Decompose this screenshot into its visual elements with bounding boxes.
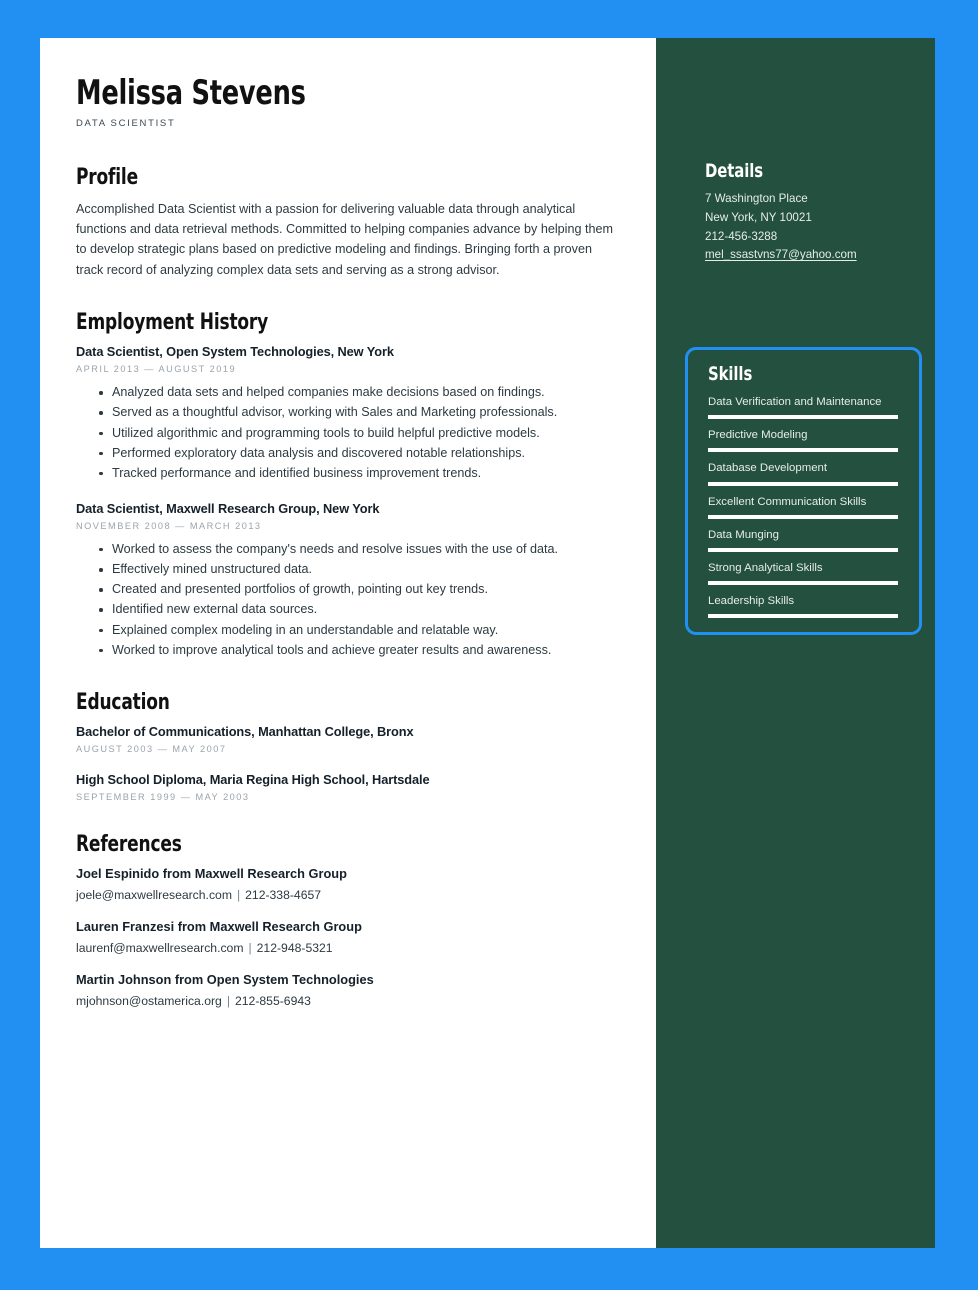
bullet-item: Performed exploratory data analysis and discovered notable relationships. [112,444,620,463]
reference-name: Martin Johnson from Open System Technologies [76,971,374,987]
bullet-item: Worked to assess the company's needs and resolve issues with the use of data. [112,540,620,559]
skill-label: Leadership Skills [708,595,795,608]
education-section [76,690,620,802]
skill-item [708,527,898,552]
resume-header [76,73,620,129]
bullet-item: Explained complex modeling in an understandable and relatable way. [112,621,620,640]
employment-entry-list [76,344,620,660]
detail-address-line-2: New York, NY 10021 [705,210,812,224]
employment-entry-title: Data Scientist, Maxwell Research Group, New York [76,500,380,516]
resume-page [40,38,935,1248]
reference-entry-list [76,866,620,1008]
reference-contact [76,888,620,902]
education-entry-title: High School Diploma, Maria Regina High School, Hartsdale [76,771,430,787]
reference-phone[interactable]: 212-338-4657 [245,887,322,902]
skills-box [685,347,922,635]
reference-separator: | [236,887,241,902]
details-heading: Details [705,160,764,182]
education-entry-title: Bachelor of Communications, Manhattan College, Bronx [76,723,414,739]
reference-contact [76,994,620,1008]
candidate-job-title: DATA SCIENTIST [76,117,176,129]
skill-level-bar [708,448,898,452]
employment-heading: Employment History [76,310,269,336]
skill-item [708,394,898,419]
bullet-item: Worked to improve analytical tools and achieve greater results and awareness. [112,641,620,660]
bullet-item: Identified new external data sources. [112,600,620,619]
resume-main-column [40,38,656,1248]
skill-label: Database Development [708,462,828,475]
skill-item [708,460,898,485]
reference-email[interactable]: joele@maxwellresearch.com [76,887,232,902]
skill-item [708,593,898,618]
education-heading: Education [76,689,170,715]
skill-item [708,427,898,452]
skill-item [708,494,898,519]
detail-email-link[interactable]: mel_ssastvns77@yahoo.com [705,248,857,262]
employment-entry-date: APRIL 2013 — AUGUST 2019 [76,364,237,375]
bullet-item: Utilized algorithmic and programming tools to build helpful predictive models. [112,424,620,443]
details-block [705,160,915,265]
skill-level-bar [708,515,898,519]
skills-heading: Skills [708,363,753,385]
education-entry-list [76,724,620,802]
skill-level-bar [708,415,898,419]
bullet-item: Created and presented portfolios of growth, pointing out key trends. [112,580,620,599]
employment-entry [76,344,620,483]
reference-separator: | [248,940,252,955]
reference-entry [76,972,620,1008]
skill-item [708,560,898,585]
reference-email[interactable]: laurenf@maxwellresearch.com [76,940,244,955]
candidate-name: Melissa Stevens [76,73,306,113]
reference-email[interactable]: mjohnson@ostamerica.org [76,993,222,1008]
education-entry-date: SEPTEMBER 1999 — MAY 2003 [76,791,250,802]
education-entry [76,772,620,802]
skill-level-bar [708,482,898,486]
education-entry-date: AUGUST 2003 — MAY 2007 [76,743,227,754]
employment-bullet-list [76,540,620,660]
employment-section [76,310,620,660]
reference-name: Joel Espinido from Maxwell Research Group [76,865,347,881]
resume-sidebar [656,38,935,1248]
employment-entry-date: NOVEMBER 2008 — MARCH 2013 [76,520,262,531]
references-section [76,832,620,1008]
education-entry [76,724,620,754]
detail-phone: 212-456-3288 [705,229,778,243]
reference-entry [76,919,620,955]
reference-entry [76,866,620,902]
reference-phone[interactable]: 212-948-5321 [256,940,333,955]
bullet-item: Analyzed data sets and helped companies make decisions based on findings. [112,383,620,402]
skill-label: Excellent Communication Skills [708,495,867,508]
references-heading: References [76,831,182,857]
reference-name: Lauren Franzesi from Maxwell Research Group [76,918,362,934]
skill-label: Predictive Modeling [708,429,808,442]
skill-level-bar [708,614,898,618]
detail-address-line-1: 7 Washington Place [705,192,808,205]
bullet-item: Tracked performance and identified business improvement trends. [112,464,620,483]
reference-phone[interactable]: 212-855-6943 [235,993,311,1008]
employment-entry-title: Data Scientist, Open System Technologies, New York [76,344,394,360]
skill-level-bar [708,581,898,585]
profile-text: Accomplished Data Scientist with a passion for delivering valuable data through analytical functions and data retrieval methods. Committed to helping companies advance by helping them to develop strategic plans based on predictive modeling and findings. Bringing forth a proven track record of analyzing complex data sets and serving as a strong advisor. [76,201,613,277]
profile-section [76,165,620,281]
employment-bullet-list [76,383,620,483]
skill-list [708,394,898,618]
reference-separator: | [226,993,230,1008]
bullet-item: Served as a thoughtful advisor, working with Sales and Marketing professionals. [112,403,620,422]
employment-entry [76,501,620,660]
profile-heading: Profile [76,164,138,190]
skill-level-bar [708,548,898,552]
bullet-item: Effectively mined unstructured data. [112,560,620,579]
skill-label: Data Munging [708,528,779,541]
skill-label: Strong Analytical Skills [708,561,823,574]
reference-contact [76,941,620,955]
skill-label: Data Verification and Maintenance [708,396,882,408]
